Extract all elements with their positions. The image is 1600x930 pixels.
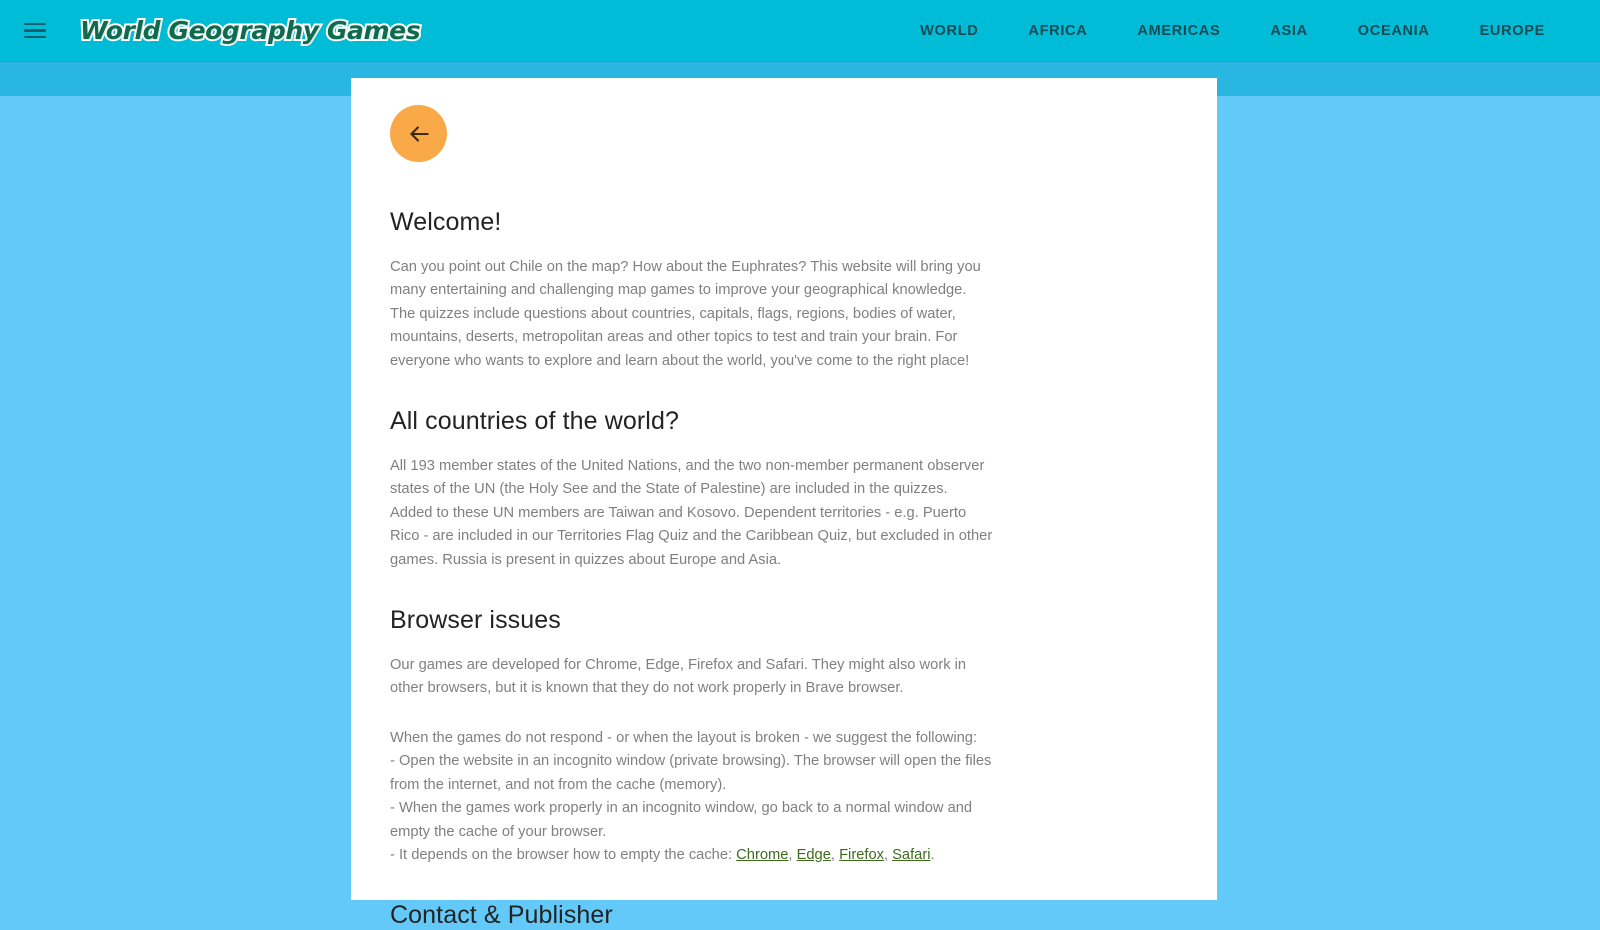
- hamburger-line: [24, 29, 46, 32]
- site-header: [0, 0, 1600, 62]
- nav-item-europe[interactable]: EUROPE: [1479, 22, 1545, 39]
- suggestion-bullet-3-prefix: - It depends on the browser how to empty the cache:: [390, 846, 737, 863]
- link-edge[interactable]: Edge: [796, 846, 831, 863]
- browser-issues-suggestions: [390, 727, 994, 867]
- back-button[interactable]: [390, 105, 447, 162]
- link-separator-2: ,: [830, 846, 840, 863]
- suggestion-bullet-2: - When the games work properly in an incognito window, go back to a normal window and empty the cache of your browser.: [390, 800, 973, 840]
- link-chrome[interactable]: Chrome: [736, 846, 789, 863]
- nav-item-oceania[interactable]: OCEANIA: [1357, 22, 1430, 39]
- nav-item-asia[interactable]: ASIA: [1270, 22, 1308, 39]
- hamburger-line: [24, 23, 46, 26]
- suggestions-intro: When the games do not respond - or when the layout is broken - we suggest the following:: [390, 729, 978, 746]
- content-card: [351, 78, 1217, 930]
- site-logo[interactable]: World Geography Games: [80, 16, 421, 45]
- nav-item-americas[interactable]: AMERICAS: [1137, 22, 1221, 39]
- page-title: Welcome!: [390, 208, 502, 236]
- browser-issues-paragraph: Our games are developed for Chrome, Edge, Firefox and Safari. They might also work in other browsers, but it is known that they do not work properly in Brave browser.: [390, 657, 967, 697]
- section-title-all-countries: All countries of the world?: [390, 407, 679, 436]
- arrow-left-icon: [406, 121, 432, 147]
- main-navigation: [895, 15, 1570, 47]
- hamburger-line: [24, 36, 46, 39]
- link-separator-3: ,: [883, 846, 893, 863]
- all-countries-paragraph: All 193 member states of the United Nations, and the two non-member permanent observer states of the UN (the Holy See and the State of Palestine) are included in the quizzes. Added to these UN members are Taiwan and Kosovo. Dependent territories - e.g. Puerto Rico - are included in our Territories Flag Quiz and the Caribbean Quiz, but excluded in other games. Russia is present in quizzes about Europe and Asia.: [390, 458, 993, 568]
- nav-item-world[interactable]: WORLD: [920, 22, 979, 39]
- link-firefox[interactable]: Firefox: [839, 846, 884, 863]
- nav-item-africa[interactable]: AFRICA: [1028, 22, 1088, 39]
- section-title-contact: Contact & Publisher: [390, 901, 613, 930]
- link-safari[interactable]: Safari: [892, 846, 931, 863]
- welcome-paragraph: Can you point out Chile on the map? How about the Euphrates? This website will bring you many entertaining and challenging map games to improve your geographical knowledge. The quizzes include questions about countries, capitals, flags, regions, bodies of water, mountains, deserts, metropolitan areas and other topics to test and train your brain. For everyone who wants to explore and learn about the world, you've come to the right place!: [390, 259, 981, 369]
- suggestion-bullet-3-suffix: .: [930, 846, 935, 863]
- suggestion-bullet-3: [390, 844, 994, 867]
- content-card-inner: [351, 78, 1217, 930]
- hamburger-menu-icon[interactable]: [18, 14, 52, 48]
- link-separator-1: ,: [788, 846, 797, 863]
- section-title-browser-issues: Browser issues: [390, 606, 561, 635]
- suggestion-bullet-1: - Open the website in an incognito window (private browsing). The browser will open the files from the internet, and not from the cache (memory).: [390, 753, 992, 793]
